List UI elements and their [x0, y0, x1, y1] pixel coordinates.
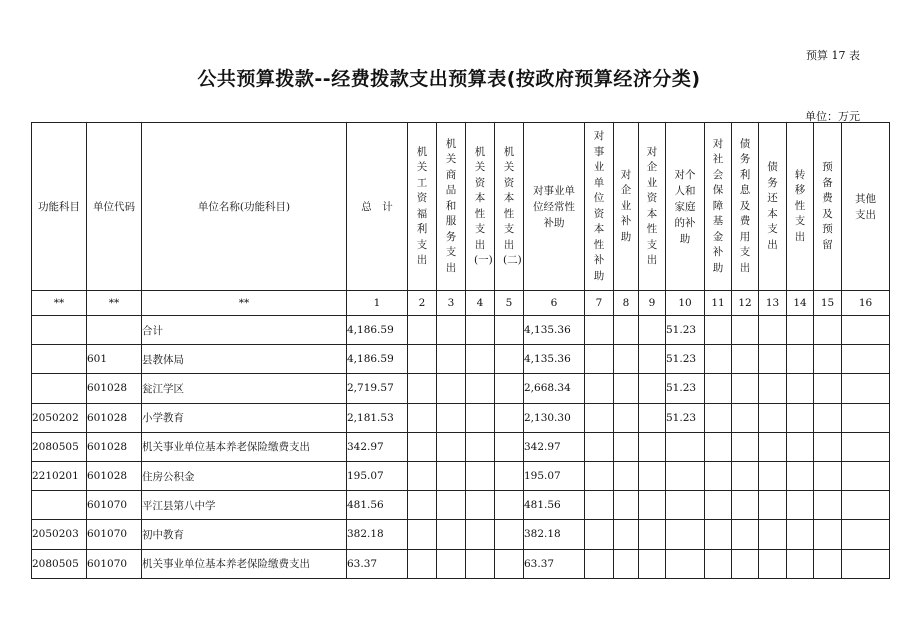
table-cell — [495, 549, 524, 578]
table-cell — [666, 549, 705, 578]
table-cell: 51.23 — [666, 345, 705, 374]
table-cell: 瓮江学区 — [142, 374, 347, 403]
table-cell — [585, 549, 614, 578]
table-row — [32, 549, 890, 578]
table-cell: 601028 — [87, 461, 142, 490]
table-header-row — [32, 123, 890, 291]
table-cell: 601028 — [87, 403, 142, 432]
table-cell — [787, 403, 814, 432]
column-header — [142, 123, 347, 291]
column-header — [32, 123, 87, 291]
column-header — [347, 123, 408, 291]
column-index-cell: 1 — [347, 291, 408, 316]
unit-label: 单位：万元 — [805, 110, 860, 123]
table-cell — [759, 432, 787, 461]
table-row — [32, 491, 890, 520]
column-header-label: 对企业补助 — [620, 168, 632, 243]
table-cell — [466, 374, 495, 403]
table-cell — [732, 520, 759, 549]
table-cell — [842, 316, 890, 345]
column-header — [87, 123, 142, 291]
table-cell — [787, 345, 814, 374]
column-header — [466, 123, 495, 291]
table-cell — [437, 520, 466, 549]
table-cell — [814, 345, 842, 374]
table-cell — [814, 403, 842, 432]
column-header-label: 预备费及预留 — [822, 161, 833, 251]
table-cell — [732, 374, 759, 403]
column-header — [495, 123, 524, 291]
table-body — [32, 291, 890, 579]
table-cell — [614, 432, 639, 461]
table-cell — [666, 461, 705, 490]
column-index-cell: 8 — [614, 291, 639, 316]
table-cell — [814, 549, 842, 578]
table-cell — [666, 432, 705, 461]
table-cell: 机关事业单位基本养老保险缴费支出 — [142, 549, 347, 578]
column-index-cell: 7 — [585, 291, 614, 316]
table-cell — [585, 432, 614, 461]
table-cell: 2050202 — [32, 403, 87, 432]
column-index-cell: 14 — [787, 291, 814, 316]
column-header — [437, 123, 466, 291]
table-cell — [639, 403, 666, 432]
table-cell — [842, 491, 890, 520]
table-cell — [466, 403, 495, 432]
table-cell — [639, 549, 666, 578]
table-cell: 601070 — [87, 549, 142, 578]
table-cell — [614, 491, 639, 520]
table-cell — [814, 374, 842, 403]
column-header-label: 机关资本性支出(二) — [503, 145, 522, 266]
column-index-cell: ** — [32, 291, 87, 316]
table-cell: 县教体局 — [142, 345, 347, 374]
column-header — [524, 123, 585, 291]
column-header — [787, 123, 814, 291]
table-cell — [437, 432, 466, 461]
table-cell: 小学教育 — [142, 403, 347, 432]
column-header — [585, 123, 614, 291]
column-index-cell: 9 — [639, 291, 666, 316]
table-cell — [495, 316, 524, 345]
column-index-cell: 6 — [524, 291, 585, 316]
column-header-label: 债务利息及费用支出 — [739, 137, 751, 274]
table-cell — [408, 432, 437, 461]
table-cell — [466, 345, 495, 374]
table-cell: 4,135.36 — [524, 345, 585, 374]
table-row — [32, 432, 890, 461]
column-header — [666, 123, 705, 291]
table-cell: 51.23 — [666, 403, 705, 432]
table-cell — [787, 491, 814, 520]
table-cell — [705, 345, 732, 374]
column-index-cell: 13 — [759, 291, 787, 316]
table-cell — [732, 432, 759, 461]
table-cell — [787, 432, 814, 461]
table-cell — [705, 461, 732, 490]
table-cell — [842, 403, 890, 432]
table-cell — [437, 491, 466, 520]
table-cell — [495, 345, 524, 374]
table-cell — [666, 520, 705, 549]
column-header-label: 对个人和家庭的补助 — [674, 168, 696, 245]
table-cell — [614, 403, 639, 432]
column-index-cell: 4 — [466, 291, 495, 316]
table-cell — [437, 549, 466, 578]
table-cell — [705, 432, 732, 461]
table-cell — [639, 432, 666, 461]
column-header-label: 机关商品和服务支出 — [445, 137, 457, 274]
column-index-cell: 12 — [732, 291, 759, 316]
table-cell — [842, 461, 890, 490]
column-header-label: 对事业单位资本性补助 — [593, 130, 605, 282]
table-cell — [408, 461, 437, 490]
table-cell: 481.56 — [524, 491, 585, 520]
table-cell — [787, 549, 814, 578]
table-cell — [639, 374, 666, 403]
table-cell — [705, 316, 732, 345]
table-cell: 481.56 — [347, 491, 408, 520]
table-cell: 601 — [87, 345, 142, 374]
table-cell — [466, 520, 495, 549]
column-header — [408, 123, 437, 291]
table-cell: 601070 — [87, 491, 142, 520]
column-index-cell: 11 — [705, 291, 732, 316]
table-cell — [814, 461, 842, 490]
table-cell — [408, 374, 437, 403]
column-header-label: 单位名称(功能科目) — [197, 200, 291, 213]
table-cell — [639, 520, 666, 549]
table-cell — [585, 374, 614, 403]
column-header-label: 单位代码 — [93, 200, 135, 213]
table-cell — [87, 316, 142, 345]
column-header — [705, 123, 732, 291]
table-row — [32, 345, 890, 374]
table-cell — [705, 491, 732, 520]
column-index-cell: 3 — [437, 291, 466, 316]
column-header — [814, 123, 842, 291]
table-cell — [787, 374, 814, 403]
table-cell: 2,130.30 — [524, 403, 585, 432]
table-cell — [759, 461, 787, 490]
table-cell — [437, 461, 466, 490]
column-index-cell: 10 — [666, 291, 705, 316]
table-cell — [437, 403, 466, 432]
table-cell: 601028 — [87, 374, 142, 403]
table-cell: 382.18 — [524, 520, 585, 549]
table-cell — [759, 345, 787, 374]
column-header — [732, 123, 759, 291]
column-header-label: 功能科目 — [38, 200, 80, 213]
table-cell: 382.18 — [347, 520, 408, 549]
table-cell — [466, 549, 495, 578]
table-cell — [585, 345, 614, 374]
column-header — [759, 123, 787, 291]
table-cell — [466, 461, 495, 490]
table-cell: 51.23 — [666, 316, 705, 345]
table-cell — [614, 374, 639, 403]
table-cell — [614, 316, 639, 345]
table-row — [32, 403, 890, 432]
table-cell — [495, 461, 524, 490]
column-header-label: 对企业资本性支出 — [646, 145, 658, 266]
table-cell — [814, 432, 842, 461]
table-row — [32, 316, 890, 345]
column-header-label: 机关工资福利支出 — [416, 145, 428, 266]
column-index-cell: 2 — [408, 291, 437, 316]
table-cell — [32, 491, 87, 520]
column-index-cell: 15 — [814, 291, 842, 316]
table-cell: 机关事业单位基本养老保险缴费支出 — [142, 432, 347, 461]
table-cell — [759, 520, 787, 549]
table-cell: 63.37 — [347, 549, 408, 578]
table-cell — [466, 432, 495, 461]
table-cell: 平江县第八中学 — [142, 491, 347, 520]
table-cell — [32, 345, 87, 374]
table-cell: 初中教育 — [142, 520, 347, 549]
table-cell — [466, 491, 495, 520]
table-cell — [787, 520, 814, 549]
table-cell — [639, 491, 666, 520]
table-cell: 2,719.57 — [347, 374, 408, 403]
table-cell — [814, 491, 842, 520]
table-cell — [437, 374, 466, 403]
table-cell — [759, 491, 787, 520]
column-index-cell: 5 — [495, 291, 524, 316]
table-cell — [408, 520, 437, 549]
table-cell — [32, 316, 87, 345]
table-cell — [639, 345, 666, 374]
table-cell — [466, 316, 495, 345]
table-cell — [408, 491, 437, 520]
table-cell — [705, 549, 732, 578]
table-row — [32, 374, 890, 403]
table-cell — [842, 345, 890, 374]
table-cell — [585, 461, 614, 490]
table-cell — [437, 316, 466, 345]
table-cell — [732, 403, 759, 432]
table-cell — [585, 491, 614, 520]
table-cell — [787, 461, 814, 490]
column-header-label: 对事业单位经常性补助 — [533, 184, 575, 229]
column-header-label: 机关资本性支出(一) — [474, 145, 493, 266]
table-cell: 601028 — [87, 432, 142, 461]
table-cell: 63.37 — [524, 549, 585, 578]
table-cell — [759, 374, 787, 403]
table-cell — [732, 491, 759, 520]
table-cell — [732, 316, 759, 345]
table-cell — [705, 403, 732, 432]
table-cell — [437, 345, 466, 374]
table-cell — [614, 549, 639, 578]
column-header — [842, 123, 890, 291]
table-cell — [495, 432, 524, 461]
table-cell: 4,186.59 — [347, 345, 408, 374]
table-cell — [495, 403, 524, 432]
column-header — [614, 123, 639, 291]
budget-table — [31, 122, 890, 579]
table-cell — [842, 520, 890, 549]
table-row — [32, 461, 890, 490]
table-cell: 4,186.59 — [347, 316, 408, 345]
column-index-row — [32, 291, 890, 316]
table-cell — [759, 316, 787, 345]
form-number: 预算 17 表 — [806, 49, 860, 62]
table-cell: 2210201 — [32, 461, 87, 490]
page-title: 公共预算拨款--经费拨款支出预算表(按政府预算经济分类) — [197, 68, 701, 90]
table-cell — [495, 520, 524, 549]
table-cell — [732, 549, 759, 578]
table-cell — [842, 432, 890, 461]
table-cell: 4,135.36 — [524, 316, 585, 345]
table-cell: 601070 — [87, 520, 142, 549]
table-cell — [732, 345, 759, 374]
table-cell — [614, 461, 639, 490]
column-header-label: 对社会保障基金补助 — [712, 137, 724, 274]
table-cell — [787, 316, 814, 345]
table-cell: 51.23 — [666, 374, 705, 403]
table-cell — [585, 520, 614, 549]
table-cell — [495, 374, 524, 403]
table-row — [32, 520, 890, 549]
table-cell — [495, 491, 524, 520]
table-cell — [585, 403, 614, 432]
column-index-cell: 16 — [842, 291, 890, 316]
table-cell: 342.97 — [524, 432, 585, 461]
table-cell — [732, 461, 759, 490]
table-cell — [614, 345, 639, 374]
column-header-label: 债务还本支出 — [767, 161, 778, 251]
table-cell: 2,181.53 — [347, 403, 408, 432]
table-cell: 2050203 — [32, 520, 87, 549]
column-header-label: 其他支出 — [855, 192, 876, 221]
table-cell: 195.07 — [347, 461, 408, 490]
table-cell — [814, 520, 842, 549]
table-cell — [408, 403, 437, 432]
table-cell — [705, 374, 732, 403]
table-cell — [842, 374, 890, 403]
table-cell — [759, 549, 787, 578]
table-cell — [408, 316, 437, 345]
table-cell — [408, 549, 437, 578]
column-header — [639, 123, 666, 291]
table-cell — [614, 520, 639, 549]
column-header-label: 总 计 — [361, 200, 393, 213]
table-cell: 住房公积金 — [142, 461, 347, 490]
table-cell — [705, 520, 732, 549]
table-cell — [585, 316, 614, 345]
table-cell — [666, 491, 705, 520]
column-index-cell: ** — [142, 291, 347, 316]
table-cell — [639, 316, 666, 345]
table-cell: 195.07 — [524, 461, 585, 490]
table-cell — [32, 374, 87, 403]
table-cell: 2,668.34 — [524, 374, 585, 403]
table-cell — [408, 345, 437, 374]
table-cell: 2080505 — [32, 549, 87, 578]
column-header-label: 转移性支出 — [794, 168, 806, 243]
table-cell: 合计 — [142, 316, 347, 345]
column-index-cell: ** — [87, 291, 142, 316]
table-cell — [842, 549, 890, 578]
table-cell: 342.97 — [347, 432, 408, 461]
table-cell: 2080505 — [32, 432, 87, 461]
table-cell — [639, 461, 666, 490]
table-cell — [814, 316, 842, 345]
table-cell — [759, 403, 787, 432]
